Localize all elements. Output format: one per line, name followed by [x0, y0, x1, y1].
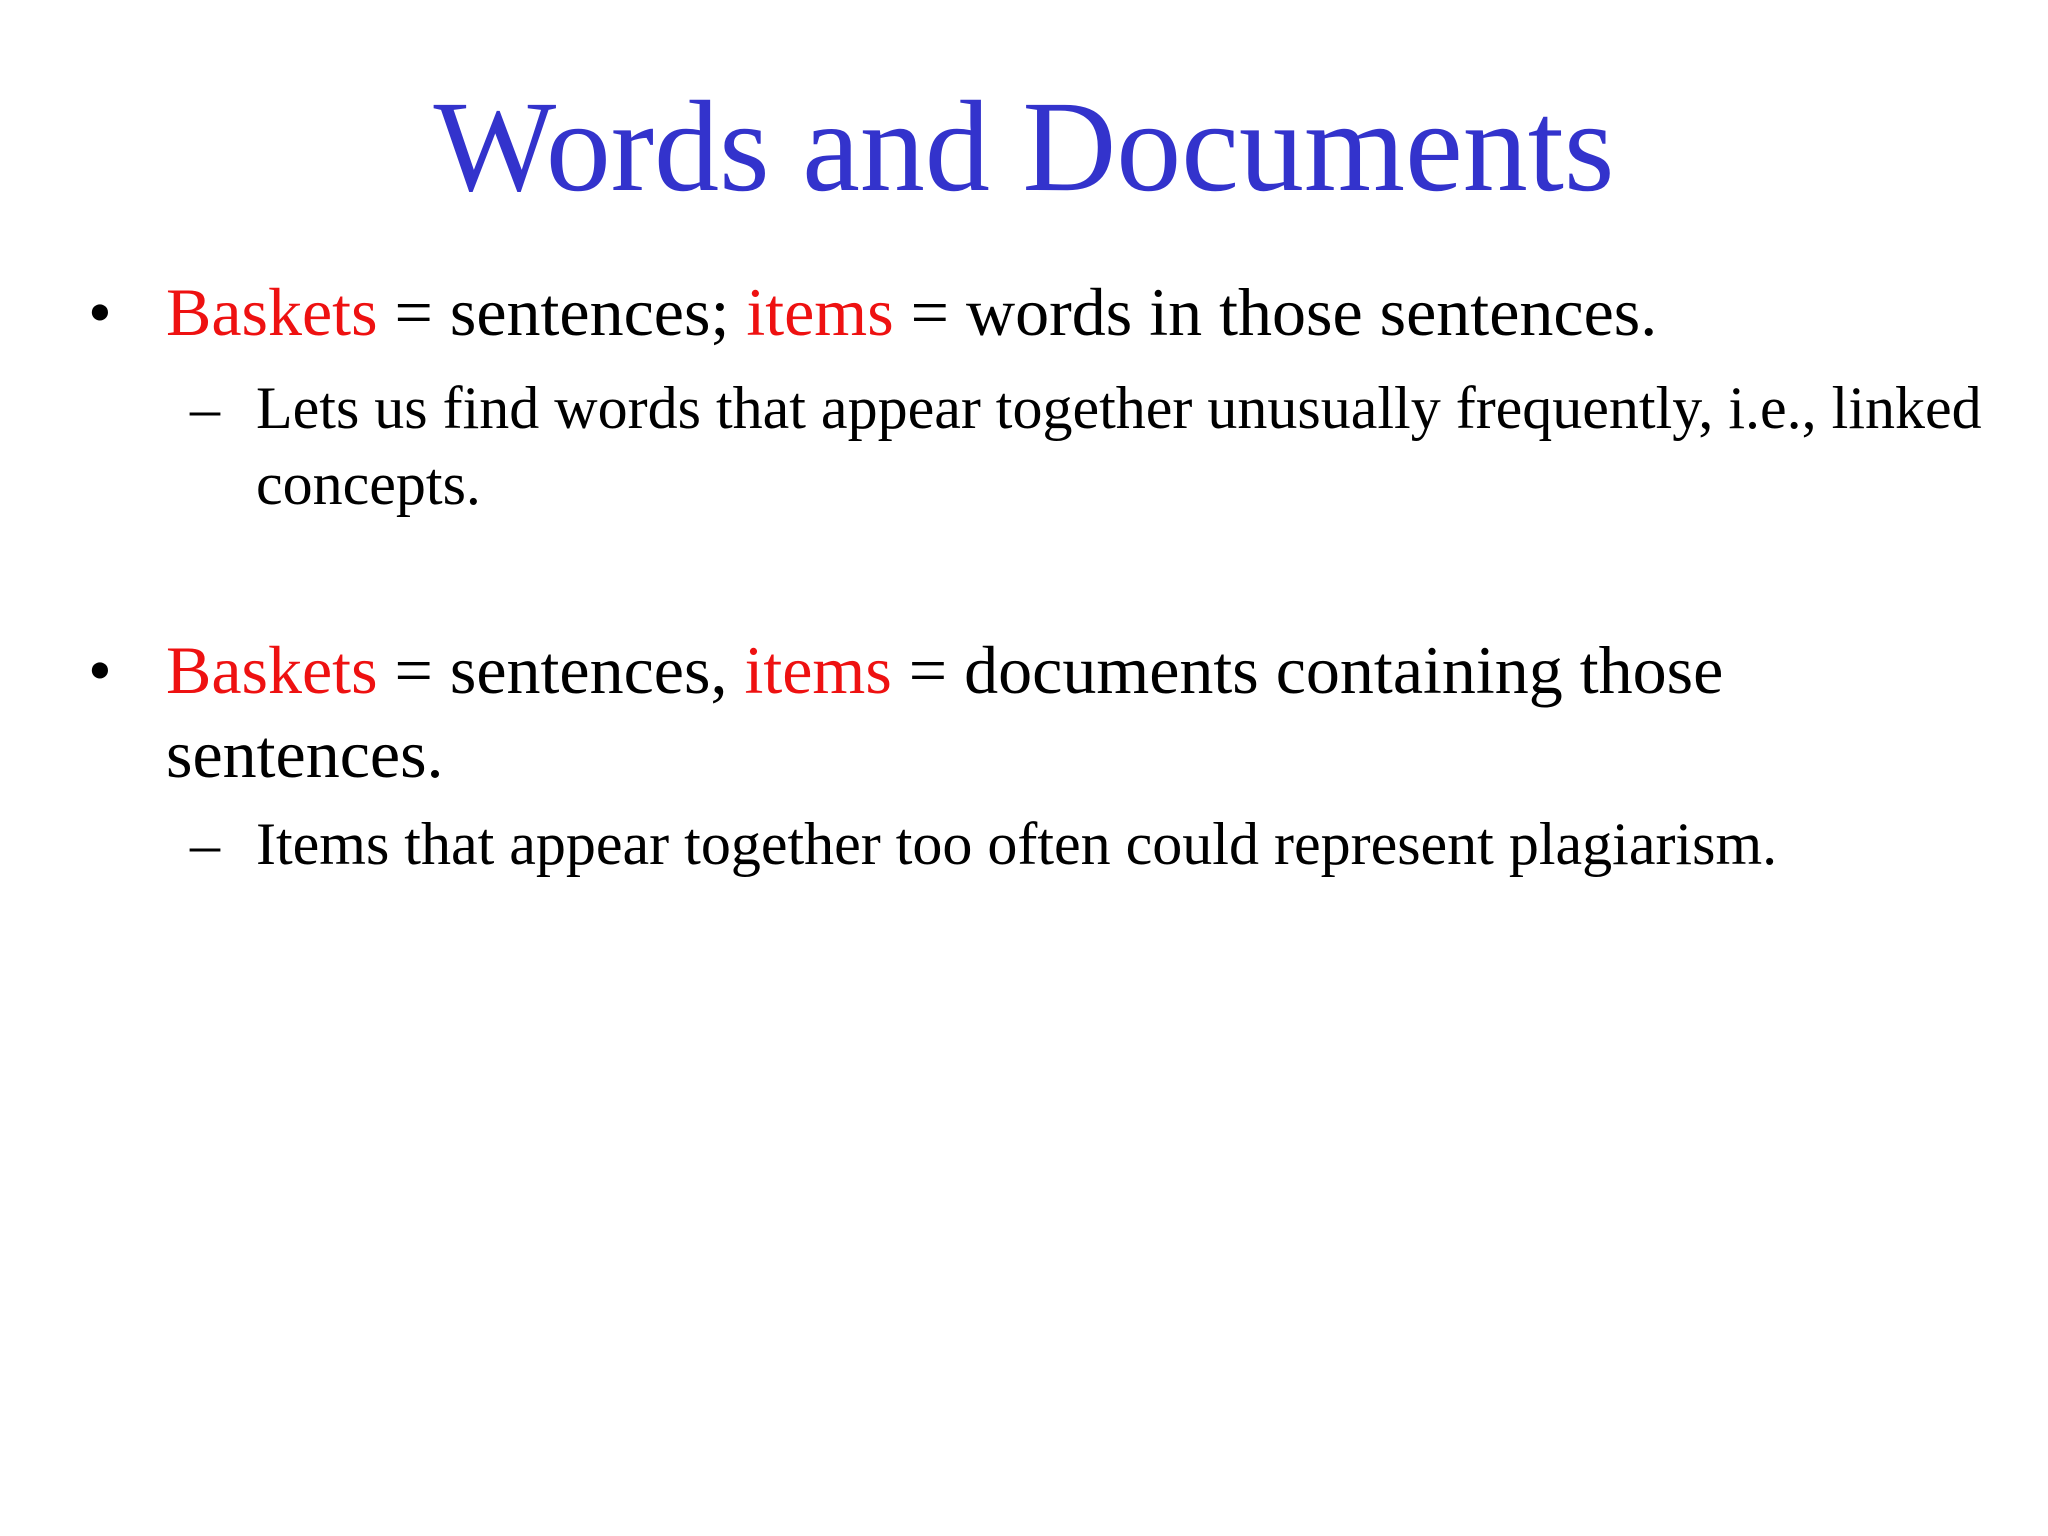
keyword-baskets: Baskets — [166, 632, 378, 708]
bullet-marker: • — [88, 632, 112, 708]
sub-bullet-item — [190, 370, 1996, 522]
keyword-items: items — [744, 632, 892, 708]
sub-bullet-item — [190, 806, 1996, 882]
bullet-text: = sentences; — [377, 274, 747, 350]
sub-bullet-text: Items that appear together too often could represent plagiarism. — [256, 811, 1778, 877]
sub-bullet-text: Lets us find words that appear together unusually frequently, i.e., linked concepts. — [256, 375, 1982, 517]
keyword-items: items — [746, 274, 894, 350]
keyword-baskets: Baskets — [166, 274, 378, 350]
bullet-text: = documents containing those sentences. — [166, 632, 1741, 792]
dash-marker: – — [190, 375, 220, 441]
bullet-item — [88, 270, 1966, 354]
bullet-item — [88, 628, 1966, 796]
bullet-text: = words in those sentences. — [893, 274, 1658, 350]
dash-marker: – — [190, 811, 220, 877]
bullet-marker: • — [88, 274, 112, 350]
bullet-text: = sentences, — [377, 632, 745, 708]
slide-title: Words and Documents — [433, 75, 1615, 219]
